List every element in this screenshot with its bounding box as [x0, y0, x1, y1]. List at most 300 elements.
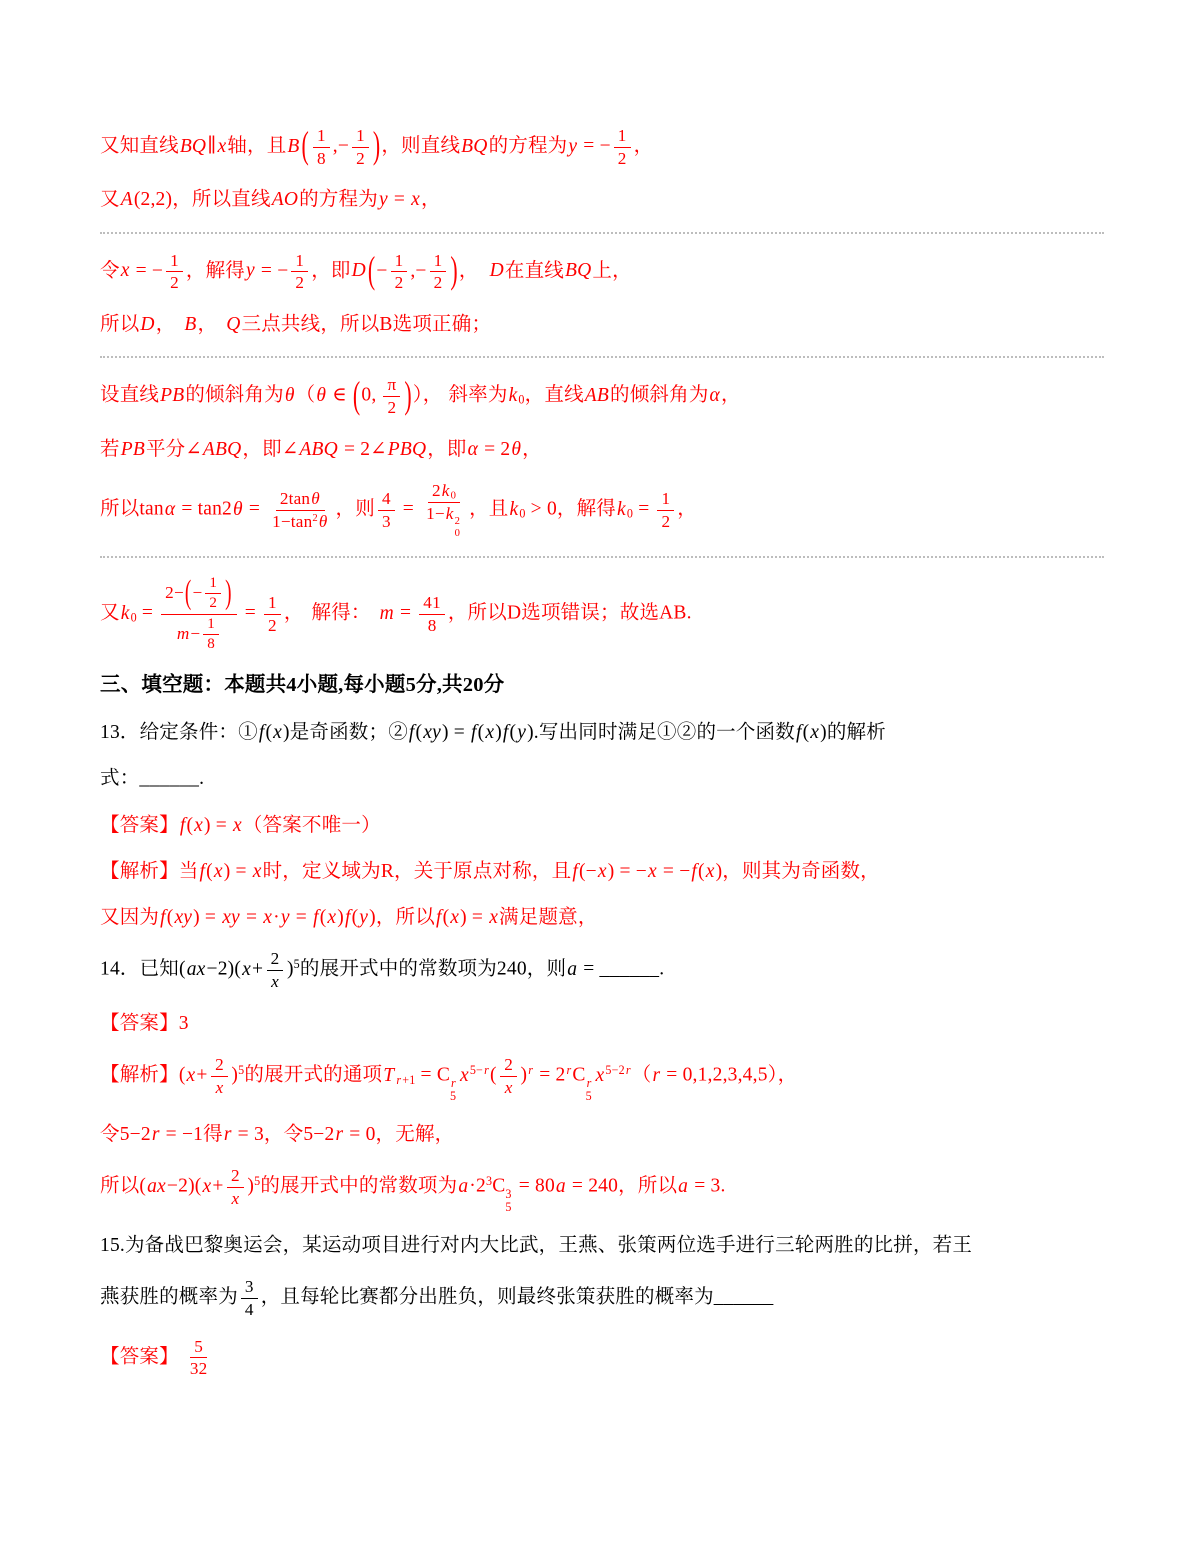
math-roman: = − — [578, 135, 611, 157]
math-variable: r — [451, 1075, 456, 1090]
math-roman: = 0,1,2,3,4,5 — [661, 1064, 768, 1086]
math-variable: x — [647, 860, 657, 882]
math-roman: . — [720, 1175, 726, 1197]
text-run: 又知直线 — [100, 135, 179, 157]
math-roman: = 240 — [566, 1175, 619, 1197]
math-variable: θ — [318, 511, 328, 531]
analysis-14-line-1 — [100, 1055, 1104, 1103]
math-roman: ) — [337, 907, 344, 929]
math-variable: D — [489, 260, 504, 282]
text-run: 又 — [100, 189, 120, 211]
solution-line-7 — [100, 481, 1104, 539]
math-variable: a — [458, 1175, 469, 1197]
fraction-denominator: 2 — [356, 148, 365, 168]
superscript: 5 — [238, 1063, 245, 1078]
fraction-denominator: 8 — [427, 615, 437, 635]
math-variable: x — [186, 1064, 196, 1086]
math-roman: ∠ — [185, 438, 202, 460]
math-roman: ( — [351, 907, 359, 929]
math-variable: x — [202, 1175, 212, 1197]
text-run: ______. — [599, 959, 665, 981]
math-roman: 5−2 — [303, 1123, 335, 1145]
math-fraction — [352, 126, 369, 168]
text-run: ， — [458, 260, 479, 282]
math-variable: BQ — [565, 260, 592, 282]
math-variable: B — [287, 135, 300, 157]
question-15-line-1 — [100, 1231, 1104, 1260]
math-roman: ( — [442, 907, 450, 929]
text-run: 轴，且 — [227, 135, 287, 157]
answer-14 — [100, 1009, 1104, 1038]
math-variable: x — [504, 1077, 513, 1097]
text-run: 【答案】 — [100, 1346, 179, 1368]
math-variable: f — [795, 722, 802, 744]
text-run: 斜率为 — [448, 385, 508, 407]
text-run: ， — [283, 602, 304, 624]
math-roman: ( — [477, 722, 485, 744]
math-variable: x — [705, 860, 715, 882]
math-fraction — [657, 489, 674, 531]
math-variable: BQ — [461, 135, 488, 157]
subscript: 0 — [519, 506, 526, 521]
math-roman: > 0 — [525, 498, 557, 520]
math-variable: x — [273, 722, 282, 744]
answer-13 — [100, 811, 1104, 840]
math-variable: x — [120, 260, 130, 282]
math-variable: x — [485, 722, 495, 744]
superscript — [605, 1063, 631, 1077]
math-variable: x — [252, 860, 262, 882]
text-run: .写出同时满足①②的一个函数 — [533, 722, 795, 744]
solution-line-6 — [100, 435, 1104, 464]
math-roman: ∠ — [281, 438, 299, 460]
text-run: 【解析】当 — [100, 860, 199, 882]
math-fraction — [266, 949, 284, 991]
math-variable: f — [471, 722, 477, 744]
subscript — [395, 1073, 415, 1087]
math-variable: k — [509, 498, 519, 520]
math-variable: T — [383, 1064, 395, 1086]
big-paren: ( — [301, 124, 310, 167]
math-variable: y — [517, 722, 527, 744]
big-paren: ( — [184, 575, 192, 613]
math-roman: − — [376, 260, 388, 282]
math-variable: xy — [174, 907, 193, 929]
math-roman: tan — [139, 498, 164, 520]
sub-sup-stack — [505, 1188, 511, 1214]
stack-sub: 5 — [585, 1088, 592, 1103]
answer-15 — [100, 1337, 1104, 1379]
text-run: 三、填空题：本题共4小题,每小题5分,共20分 — [100, 674, 505, 697]
math-roman: ) — [715, 860, 723, 882]
text-run: ， — [197, 314, 218, 336]
text-run: 13．给定条件：① — [100, 722, 258, 744]
solution-line-2 — [100, 185, 1104, 214]
math-roman: = 3 — [232, 1123, 264, 1145]
text-run: 在直线 — [504, 260, 565, 282]
text-run: ，所以直线 — [172, 189, 271, 211]
math-roman: ) = — [204, 814, 233, 836]
math-variable: k — [441, 481, 450, 501]
math-fraction — [614, 126, 631, 168]
math-variable: BQ — [179, 135, 207, 157]
fraction-denominator — [172, 615, 226, 654]
math-variable: x — [450, 907, 460, 929]
math-roman: ) — [369, 907, 376, 929]
math-variable: D — [140, 314, 155, 336]
math-roman: ) — [286, 959, 294, 981]
math-roman: ( — [265, 722, 273, 744]
math-roman: 1−tan — [272, 511, 313, 531]
text-run: 的倾斜角为 — [185, 385, 284, 407]
math-roman: = − — [657, 860, 691, 882]
math-roman: 5−2 — [605, 1063, 625, 1078]
text-run: ，所以D选项错误；故选AB. — [447, 602, 692, 624]
fraction-denominator — [266, 971, 284, 992]
math-roman: = — [239, 602, 262, 624]
text-run: ， — [633, 135, 654, 157]
text-run: 的展开式中的常数项为 — [260, 1175, 458, 1197]
text-run: 满足题意， — [499, 907, 598, 929]
math-roman: − — [190, 623, 201, 643]
math-roman: ∥ — [207, 135, 217, 157]
math-variable: x — [810, 722, 820, 744]
text-run: （ — [295, 385, 316, 407]
math-variable: x — [327, 907, 337, 929]
math-variable: PB — [160, 385, 185, 407]
math-roman: ) = − — [607, 860, 647, 882]
solution-line-3 — [100, 251, 1104, 293]
math-fraction — [378, 489, 395, 531]
text-run: 令 — [100, 260, 120, 282]
math-variable: y — [246, 260, 255, 282]
text-run: 的倾斜角为 — [610, 385, 709, 407]
math-roman: ) = — [460, 907, 489, 929]
text-run: 得 — [203, 1123, 223, 1145]
big-paren: ) — [225, 575, 232, 613]
math-variable: k — [617, 498, 626, 520]
math-roman: (2,2) — [133, 189, 173, 211]
text-run: 【解析】 — [100, 1064, 179, 1086]
stack-sup — [450, 1077, 457, 1090]
math-roman: ( — [319, 907, 327, 929]
math-roman: ) — [231, 1064, 239, 1086]
math-variable: θ — [311, 488, 320, 508]
math-roman: 2− — [165, 582, 184, 602]
text-run: （答案不唯一） — [242, 814, 381, 836]
analysis-13-line-1 — [100, 857, 1104, 886]
math-variable: f — [199, 860, 206, 882]
math-variable: α — [467, 438, 479, 460]
math-variable: y — [280, 907, 290, 929]
sub-sup-stack — [455, 516, 461, 539]
fraction-denominator: 2 — [617, 148, 627, 168]
math-variable: x — [595, 1064, 605, 1086]
math-fraction — [205, 575, 221, 613]
math-roman: ( — [489, 1064, 497, 1086]
math-roman: = 80 — [513, 1175, 555, 1197]
text-run: （ — [631, 1064, 652, 1086]
math-variable: ABQ — [202, 438, 242, 460]
fraction-denominator: 4 — [244, 1299, 254, 1319]
text-run: 是奇函数；② — [289, 722, 408, 744]
fraction-numerator: 3 — [241, 1277, 258, 1299]
math-roman: ) — [820, 722, 827, 744]
math-variable: f — [344, 907, 351, 929]
math-variable: r — [151, 1123, 160, 1145]
superscript: 5 — [293, 957, 300, 972]
superscript: 3 — [485, 1174, 493, 1189]
math-roman: 5− — [469, 1063, 484, 1078]
math-roman: 1− — [426, 503, 445, 523]
math-roman: + — [196, 1064, 208, 1086]
math-fraction — [268, 489, 332, 531]
math-fraction — [313, 126, 330, 168]
text-run: ， — [720, 385, 741, 407]
fraction-denominator: 2 — [394, 273, 404, 293]
solution-line-5 — [100, 375, 1104, 417]
sub-sup-stack — [586, 1077, 593, 1103]
big-paren: ) — [450, 249, 458, 292]
math-roman: = 3 — [689, 1175, 721, 1197]
dotted-divider-3 — [100, 556, 1104, 558]
fraction-denominator — [211, 1077, 229, 1098]
math-variable: x — [459, 1064, 469, 1086]
math-roman: 2 — [432, 481, 441, 501]
text-run: ， — [421, 189, 441, 211]
text-run: ， — [677, 498, 697, 520]
math-variable: f — [258, 722, 265, 744]
math-variable: r — [652, 1064, 661, 1086]
math-fraction — [211, 1055, 229, 1097]
fraction-numerator: 1 — [205, 575, 221, 594]
analysis-14-line-2 — [100, 1120, 1104, 1149]
math-roman: − — [192, 582, 203, 602]
fraction-denominator: 3 — [381, 511, 391, 531]
fraction-numerator: 4 — [378, 489, 395, 511]
subscript: 0 — [626, 506, 634, 521]
math-variable: f — [313, 907, 319, 929]
text-run: 又因为 — [100, 907, 160, 929]
fraction-numerator: 1 — [391, 251, 408, 273]
text-run: 所以 — [100, 314, 140, 336]
text-run: ，即 — [242, 438, 282, 460]
math-roman: = − — [255, 260, 289, 282]
math-variable: a — [555, 1175, 566, 1197]
fraction-denominator: 2 — [170, 273, 179, 293]
math-variable: r — [484, 1063, 489, 1078]
math-variable: θ — [511, 438, 522, 460]
fraction-numerator: 2 — [500, 1055, 517, 1077]
math-fraction — [166, 251, 183, 293]
math-roman: ) — [283, 722, 290, 744]
math-roman: ) = — [223, 860, 252, 882]
fraction-numerator — [161, 575, 237, 615]
math-variable: θ — [284, 385, 295, 407]
math-roman: = — [240, 907, 263, 929]
math-variable: r — [528, 1063, 534, 1078]
question-14 — [100, 949, 1104, 991]
math-roman: ( — [139, 1175, 147, 1197]
document-content — [100, 126, 1104, 1379]
text-run: 式：______. — [100, 768, 205, 790]
text-run: 平分 — [145, 438, 186, 460]
math-roman: = 2∠ — [338, 438, 387, 460]
math-variable: k — [120, 602, 130, 624]
math-roman: ) = — [193, 907, 222, 929]
math-roman: = — [394, 602, 417, 624]
solution-line-8 — [100, 575, 1104, 653]
math-variable: x — [231, 1188, 240, 1208]
math-variable: x — [217, 135, 227, 157]
stack-sub: 5 — [505, 1199, 512, 1214]
question-13-line-2 — [100, 764, 1104, 793]
math-variable: r — [586, 1075, 592, 1090]
text-run: 燕获胜的概率为 — [100, 1286, 238, 1308]
math-fraction — [186, 1337, 212, 1379]
math-fraction — [203, 616, 219, 654]
fraction-numerator: π — [383, 375, 400, 397]
big-paren: ) — [404, 373, 412, 416]
math-roman: ) — [520, 1064, 528, 1086]
stack-sub: 0 — [454, 527, 461, 539]
text-run: 14．已知 — [100, 959, 180, 981]
math-roman: ( — [802, 722, 810, 744]
math-variable: ax — [147, 1175, 166, 1197]
math-roman: = 2 — [479, 438, 511, 460]
math-variable: θ — [316, 385, 327, 407]
math-variable: AB — [584, 385, 610, 407]
text-run: ，则其为奇函数， — [722, 860, 880, 882]
text-run: 解得： — [311, 602, 371, 624]
math-variable: f — [408, 722, 415, 744]
subscript: 0 — [130, 610, 137, 625]
fraction-denominator: 2 — [295, 273, 305, 293]
math-variable: f — [160, 907, 166, 929]
math-roman: = −1 — [160, 1123, 204, 1145]
math-roman: 0, — [361, 385, 377, 407]
text-run: 的展开式的通项 — [244, 1064, 383, 1086]
math-roman: ,− — [332, 135, 350, 157]
math-roman: −2)( — [206, 959, 242, 981]
text-run: ）， — [767, 1064, 798, 1086]
stack-sup: 3 — [505, 1186, 512, 1201]
fraction-denominator: 2 — [209, 595, 218, 612]
math-variable: α — [709, 385, 720, 407]
math-variable: xy — [222, 907, 240, 929]
fraction-numerator: 1 — [203, 616, 219, 635]
math-roman: ) — [247, 1175, 255, 1197]
text-run: 所以 — [100, 498, 140, 520]
text-run: ，则 — [335, 498, 375, 520]
math-variable: x — [215, 1077, 224, 1097]
math-variable: f — [502, 722, 509, 744]
math-variable: f — [572, 860, 578, 882]
text-run: 所以 — [100, 1175, 140, 1197]
math-roman: ∈ — [327, 385, 352, 407]
math-variable: f — [179, 814, 186, 836]
superscript: 2 — [312, 512, 318, 524]
subscript: 0 — [518, 393, 525, 408]
fraction-numerator: 41 — [419, 593, 445, 615]
math-roman: = — [388, 189, 411, 211]
math-variable: y — [568, 135, 578, 157]
math-fraction — [419, 593, 445, 635]
dotted-divider-2 — [100, 356, 1104, 358]
math-roman: R — [380, 860, 395, 882]
math-roman: = — [633, 498, 655, 520]
math-variable: A — [120, 189, 133, 211]
text-run: ，所以 — [375, 907, 435, 929]
math-roman: = — [136, 602, 159, 624]
math-variable: x — [194, 814, 203, 836]
text-run: ，解得 — [556, 498, 617, 520]
math-variable: α — [164, 498, 176, 520]
math-variable: xy — [423, 722, 441, 744]
math-roman: = 2 — [534, 1064, 566, 1086]
math-variable: x — [271, 972, 279, 992]
math-roman: ( — [178, 1064, 186, 1086]
fraction-denominator: 2 — [433, 273, 443, 293]
text-run: ， — [155, 314, 176, 336]
math-roman: ( — [186, 814, 194, 836]
text-run: 设直线 — [100, 385, 160, 407]
stack-sub: 5 — [450, 1088, 457, 1103]
fraction-denominator: 32 — [189, 1359, 208, 1379]
math-variable: k — [445, 503, 454, 523]
math-roman: = − — [130, 260, 164, 282]
math-fraction — [500, 1055, 518, 1097]
math-variable: ax — [186, 959, 206, 981]
sub-sup-stack — [450, 1077, 457, 1103]
math-fraction — [161, 575, 237, 653]
fraction-numerator: 1 — [657, 489, 674, 511]
text-run: ，无解， — [375, 1123, 455, 1145]
math-fraction — [227, 1166, 245, 1208]
math-roman: = tan2 — [176, 498, 233, 520]
math-roman: 5−2 — [119, 1123, 151, 1145]
text-run: ，所以 — [618, 1175, 678, 1197]
math-variable: m — [379, 602, 394, 624]
math-fraction — [241, 1277, 258, 1319]
math-variable: x — [597, 860, 607, 882]
text-run: ，令 — [263, 1123, 304, 1145]
math-variable: θ — [233, 498, 243, 520]
math-variable: r — [566, 1063, 572, 1078]
section-header — [100, 670, 1104, 701]
text-run: 令 — [100, 1123, 120, 1145]
question-13-line-1 — [100, 718, 1104, 747]
math-variable: x — [233, 814, 242, 836]
math-variable: y — [359, 907, 369, 929]
superscript — [470, 1063, 490, 1077]
text-run: 【答案】 — [100, 814, 179, 836]
math-roman: + — [212, 1175, 224, 1197]
math-roman: ) — [527, 722, 534, 744]
fraction-numerator: 2 — [211, 1055, 228, 1077]
text-run: ，直线 — [524, 385, 584, 407]
fraction-numerator: 5 — [190, 1337, 207, 1359]
math-variable: Q — [226, 314, 241, 336]
fraction-numerator: 1 — [430, 251, 447, 273]
math-roman: ( — [206, 860, 213, 882]
text-run: ）， — [412, 385, 443, 407]
math-variable: m — [176, 623, 190, 643]
fraction-denominator — [422, 503, 466, 539]
math-variable: x — [411, 189, 421, 211]
math-variable: r — [335, 1123, 344, 1145]
math-variable: B — [184, 314, 197, 336]
